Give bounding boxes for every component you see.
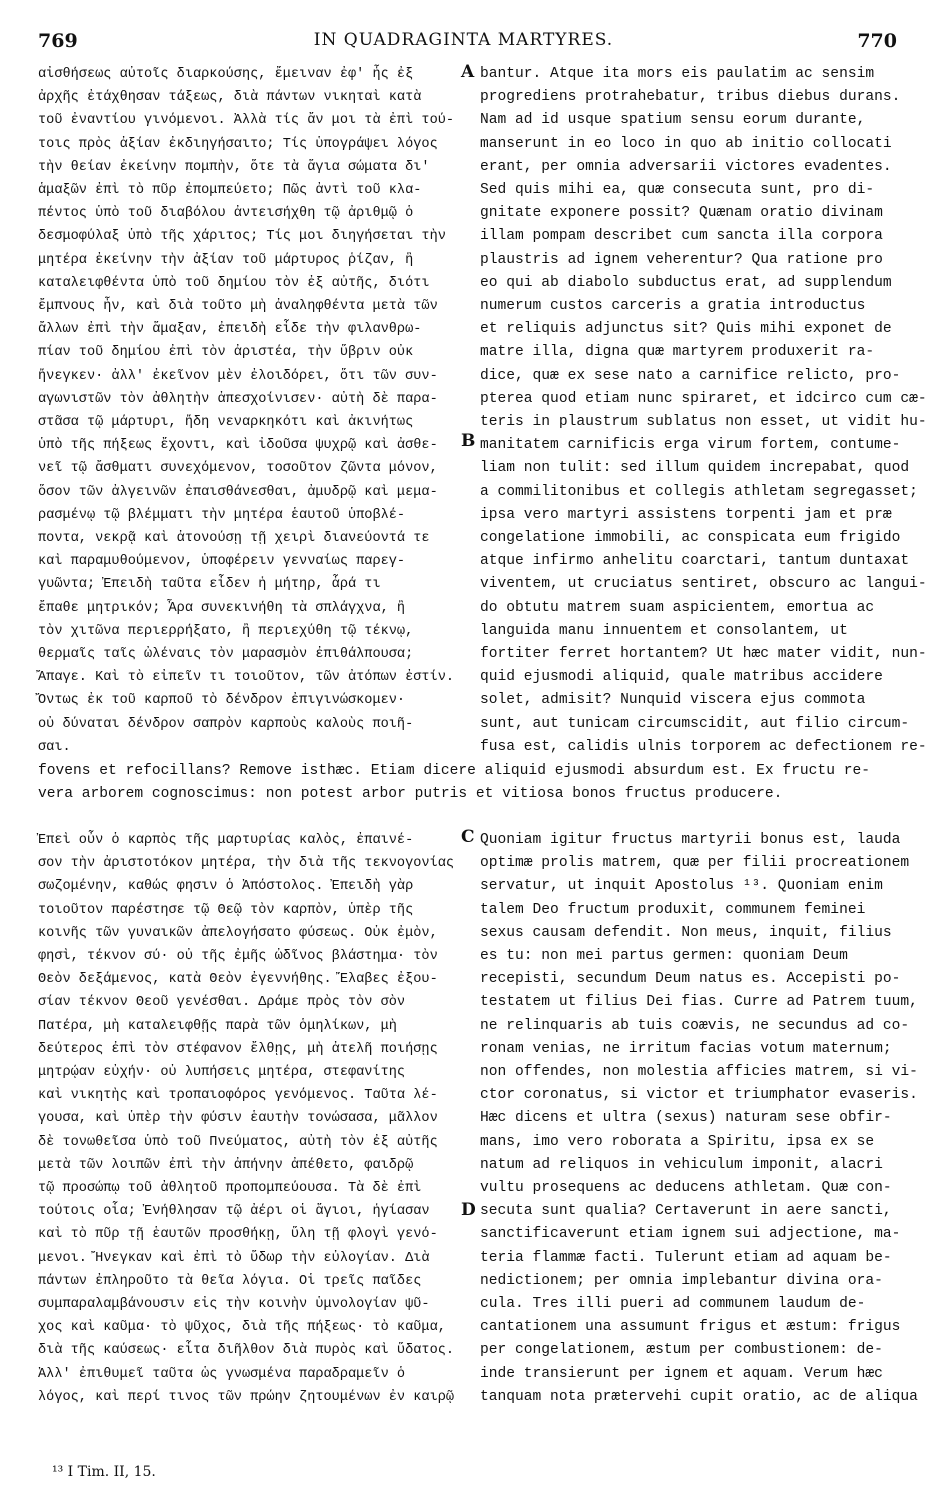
full-width-latin-lines: fovens et refocillans? Remove isthæc. Etiam dicere aliquid ejusmodi absurdum est. Ex fructu re- vera arborem cognoscimus: non potest arbor putris et vitiosa bonos fructus producere.	[38, 763, 870, 803]
latin-column-top: bantur. Atque ita mors eis paulatim ac sensim progrediens protrahebatur, tribus diebus durans. Nam ad id usque spatium sensu eorum durante, manserunt in eo loco in quo ab initio collocati erant, per omnia adversarii victores evadentes. Sed quis mihi ea, quæ consecuta sunt, pro di- gnitate exponere possit? Quænam oratio divinam illam pompam describet cum sancta illa corpora plaustris ad ignem veherentur? Qua ratione pro eo qui ab diabolo subductus erat, ad supplendum numerum custos carceris a gratia introductus et reliquis adjunctus sit? Quis mihi exponet de matre illa, digna quæ martyrem produxerit ra- dice, quæ ex sese nato a carnifice relicto, pro- pterea quod etiam nunc spiraret, et idcirco cum cæ- teris in plaustrum sublatus non esset, ut vidit hu- manitatem carnificis erga virum fortem, contume- liam non tulit: sed illum quidem increpabat, quod a commilitonibus et collegis athletam segregasset; ipsa vero martyri assistens torpenti jam et præ congelatione immobili, ac conspicata eum frigido atque infirmo anhelitu coarctari, tantum duntaxat viventem, ut cruciatus sentiret, obscuro ac langui- do obtutu matrem suam aspicientem, emortua ac languida manu innuentem et consolantem, ut fortiter ferret hortantem? Ut hæc mater vidit, nun- quid ejusmodi aliquid, quale matribus accidere solet, admisit? Nunquid viscera ejus commota sunt, aut tunicam circumscidit, aut filio circum- fusa est, calidis ulnis torporem ac defectionem re-	[480, 66, 927, 755]
section-marker-a: A	[461, 62, 475, 82]
greek-column-bottom: Ἐπεὶ οὖν ὁ καρπὸς τῆς μαρτυρίας καλὸς, ἐπαινέ- σον τὴν ἀριστοτόκον μητέρα, τὴν διὰ τῆς τεκνογονίας σωζομένην, καθώς φησιν ὁ Ἀπόστολος. Ἐπειδὴ γὰρ τοιοῦτον παρέστησε τῷ Θεῷ τὸν καρπὸν, ὑπὲρ τῆς κοινῆς τῶν γυναικῶν ἀπελογήσατο φύσεως. Οὐκ ἐμὸν, φησὶ, τέκνον σύ· οὐ τῆς ἐμῆς ὠδῖνος βλάστημα· τὸν Θεὸν δεξάμενος, κατὰ Θεὸν ἐγεννήθης. Ἔλαβες ἐξου- σίαν τέκνον Θεοῦ γενέσθαι. Δράμε πρὸς τὸν σὸν Πατέρα, μὴ καταλειφθῇς παρὰ τῶν ὁμηλίκων, μὴ δεύτερος ἐπὶ τὸν στέφανον ἔλθῃς, μὴ ἀτελῆ ποιήσῃς μητρῴαν εὐχήν· οὐ λυπήσεις μητέρα, στεφανίτης καὶ νικητὴς καὶ τροπαιοφόρος γενόμενος. Ταῦτα λέ- γουσα, καὶ ὑπὲρ τὴν φύσιν ἑαυτὴν τονώσασα, μᾶλλον δὲ τονωθεῖσα ὑπὸ τοῦ Πνεύματος, αὐτὴ τὸν ἐξ αὐτῆς μετὰ τῶν λοιπῶν ἐπὶ τὴν ἀπήνην ἀπέθετο, φαιδρῷ τῷ προσώπῳ τοῦ ἀθλητοῦ προπομπεύουσα. Τὰ δὲ ἐπὶ τούτοις οἷα; Ἐνήθλησαν τῷ ἀέρι οἱ ἅγιοι, ἡγίασαν καὶ τὸ πῦρ τῇ ἑαυτῶν προσθήκῃ, ὕλη τῇ φλογὶ γενό- μενοι. Ἤνεγκαν καὶ ἐπὶ τὸ ὕδωρ τὴν εὐλογίαν. Διὰ πάντων ἐπληροῦτο τὰ θεῖα λόγια. Οἱ τρεῖς παῖδες συμπαραλαμβάνουσιν εἰς τὴν κοινὴν ὑμνολογίαν ψῦ- χος καὶ καῦμα· τὸ ψῦχος, διὰ τῆς πήξεως· τὸ καῦμα, διὰ τῆς καύσεως· εἶτα διῆλθον διὰ πυρὸς καὶ ὕδατος. Ἀλλ' ἐπιθυμεῖ ταῦτα ὡς γνωσμένα παραδραμεῖν ὁ λόγος, καὶ περί τινος τῶν πρώην ζητουμένων ἐν καιρῷ	[38, 833, 455, 1405]
greek-column-top: αἰσθήσεως αὐτοῖς διαρκούσης, ἔμειναν ἐφ' ἧς ἐξ ἀρχῆς ἐτάχθησαν τάξεως, διὰ πάντων νικηταὶ κατὰ τοῦ ἐναντίου γινόμενοι. Ἀλλὰ τίς ἄν μοι τὰ ἐπὶ τού- τοις πρὸς ἀξίαν ἐκδιηγήσαιτο; Τίς ὑπογράψει λόγος τὴν θείαν ἐκείνην πομπὴν, ὅτε τὰ ἅγια σώματα δι' ἁμαξῶν ἐπὶ τὸ πῦρ ἐπομπεύετο; Πῶς ἀντὶ τοῦ κλα- πέντος ὑπὸ τοῦ διαβόλου ἀντεισήχθη τῷ ἀριθμῷ ὁ δεσμοφύλαξ ὑπὸ τῆς χάριτος; Τίς μοι διηγήσεται τὴν μητέρα ἐκείνην τὴν ἀξίαν τοῦ μάρτυρος ῥίζαν, ἣ καταλειφθέντα ὑπὸ τοῦ δημίου τὸν ἐξ αὐτῆς, διότι ἔμπνους ἦν, καὶ διὰ τοῦτο μὴ ἀναληφθέντα μετὰ τῶν ἄλλων ἐπὶ τὴν ἅμαξαν, ἐπειδὴ εἶδε τὴν φιλανθρω- πίαν τοῦ δημίου ἐπὶ τὸν ἀριστέα, τὴν ὕβριν οὐκ ἤνεγκεν· ἀλλ' ἐκεῖνον μὲν ἐλοιδόρει, ὅτι τῶν συν- αγωνιστῶν τὸν ἀθλητὴν ἀπεσχοίνισεν· αὐτὴ δὲ παρα- στᾶσα τῷ μάρτυρι, ἤδη νεναρκηκότι καὶ ἀκινήτως ὑπὸ τῆς πήξεως ἔχοντι, καὶ ἰδοῦσα ψυχρῷ καὶ ἀσθε- νεῖ τῷ ἄσθματι συνεχόμενον, τοσοῦτον ζῶντα μόνον, ὅσον τῶν ἀλγεινῶν ἐπαισθάνεσθαι, ἀμυδρῷ καὶ μεμα- ρασμένῳ τῷ βλέμματι τὴν μητέρα ἑαυτοῦ ὑποβλέ- ποντα, νεκρᾷ καὶ ἀτονούσῃ τῇ χειρὶ διανεύοντά τε καὶ παραμυθούμενον, ὑποφέρειν γενναίως παρεγ- γυῶντα; Ἐπειδὴ ταῦτα εἶδεν ἡ μήτηρ, ἆρά τι ἔπαθε μητρικόν; Ἆρα συνεκινήθη τὰ σπλάγχνα, ἢ τὸν χιτῶνα περιερρήξατο, ἢ περιεχύθη τῷ τέκνῳ, θερμαῖς ταῖς ὠλέναις τὸν μαρασμὸν ἐπιθάλπουσα; Ἄπαγε. Καὶ τὸ εἰπεῖν τι τοιοῦτον, τῶν ἀτόπων ἐστίν. Ὄντως ἐκ τοῦ καρποῦ τὸ δένδρον ἐπιγινώσκομεν· οὐ δύναται δένδρον σαπρὸν καρποὺς καλοὺς ποιῆ- σαι.	[38, 67, 455, 755]
section-marker-b: B	[461, 431, 476, 451]
section-marker-c: C	[461, 827, 475, 847]
footnote: ¹³ I Tim. II, 15.	[52, 1464, 156, 1480]
page-number-right: 770	[857, 30, 897, 52]
running-title: IN QUADRAGINTA MARTYRES.	[313, 30, 614, 50]
page-header	[0, 30, 927, 60]
section-marker-d: D	[461, 1200, 476, 1220]
page-number-left: 769	[38, 30, 78, 52]
latin-column-bottom: Quoniam igitur fructus martyrii bonus est, lauda optimæ prolis matrem, quæ per filii procreationem servatur, ut inquit Apostolus ¹³. Quoniam enim talem Deo fructum produxit, communem feminei sexus causam defendit. Non meus, inquit, filius es tu: non mei partus germen: quoniam Deum recepisti, secundum Deum natus es. Accepisti po- testatem ut filius Dei fias. Curre ad Patrem tuum, ne relinquaris ab tuis coævis, ne secundus ad co- ronam venias, ne irritum facias votum maternum; non offendes, non molestia afficies matrem, si vi- ctor coronatus, si victor et triumphator evaseris. Hæc dicens et ultra (sexus) naturam sese obfir- mans, imo vero roborata a Spiritu, ipsa ex se natum ad reliquos in vehiculum imponit, alacri vultu prosequens ac deducens athletam. Quæ con- secuta sunt qualia? Certaverunt in aere sancti, sanctificaverunt etiam ignem sui adjectione, ma- teria flammæ facti. Tulerunt etiam ad aquam be- nedictionem; per omnia implebantur divina ora- cula. Tres illi pueri ad communem laudum de- cantationem una assumunt frigus et æstum: frigus per congelationem, æstum per combustionem: de- inde transierunt per ignem et aquam. Verum hæc tanquam nota prætervehi cupit oratio, ac de aliqua	[480, 832, 918, 1405]
